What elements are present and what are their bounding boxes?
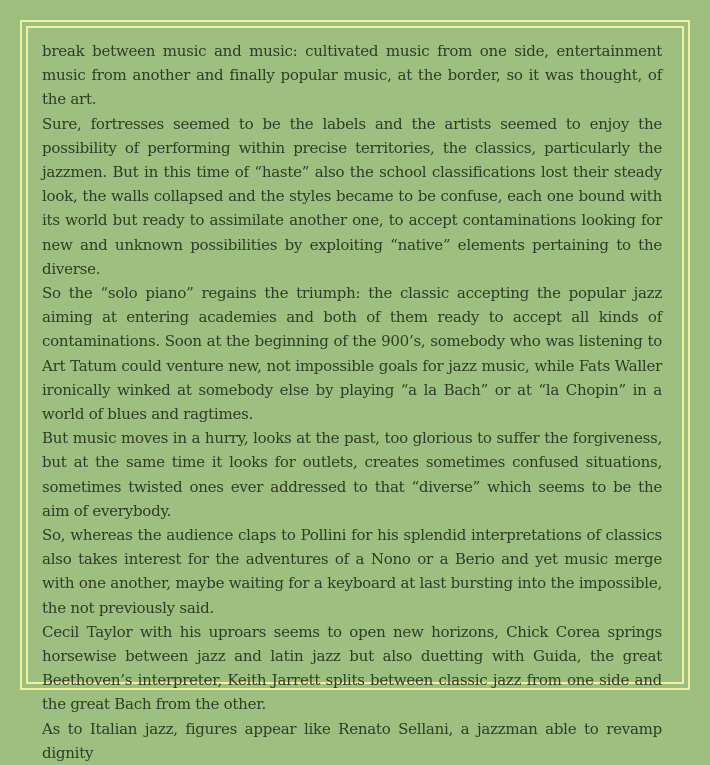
paragraph-5: So, whereas the audience claps to Pollini for his splendid interpretations of classics also takes interest for the adventures of a Nono or a Berio and yet music merge with one another, maybe waiting for a keyboard at last bursting into the impossible, the not previously said. (42, 526, 662, 617)
paragraph-1: break between music and music: cultivated music from one side, entertainment music from another and finally popular music, at the border, so it was thought, of the art. (42, 42, 662, 109)
paragraph-3: So the “solo piano” regains the triumph: the classic accepting the popular jazz aiming at entering academies and both of them ready to accept all kinds of contaminations. Soon at the beginning of the 900’s, somebody who was listening to Art Tatum could venture new, not impossible goals for jazz music, while Fats Waller ironically winked at somebody else by playing “a la Bach” or at “la Chopin” in a world of blues and ragtimes. (42, 284, 662, 424)
paragraph-7: As to Italian jazz, figures appear like Renato Sellani, a jazzman able to revamp dignity (42, 719, 662, 762)
paragraph-4: But music moves in a hurry, looks at the past, too glorious to suffer the forgiveness, but at the same time it looks for outlets, creates sometimes confused situations, sometimes twisted ones ever addressed to that “diverse” which seems to be the aim of everybody. (42, 429, 662, 520)
paragraph-2: Sure, fortresses seemed to be the labels and the artists seemed to enjoy the possibility of performing within precise territories, the classics, particularly the jazzmen. But in this time of “haste” also the school classifications lost their steady look, the walls collapsed and the styles became to be confuse, each one bound with its world but ready to assimilate another one, to accept contaminations looking for new and unknown possibilities by exploiting “native” elements pertaining to the diverse. (42, 114, 662, 278)
paragraph-6: Cecil Taylor with his uproars seems to open new horizons, Chick Corea springs horsewise between jazz and latin jazz but also duetting with Guida, the great Beethoven’s interpreter, Keith Jarrett splits between classic jazz from one side and the great Bach from the other. (42, 622, 662, 714)
body-text (42, 39, 662, 765)
